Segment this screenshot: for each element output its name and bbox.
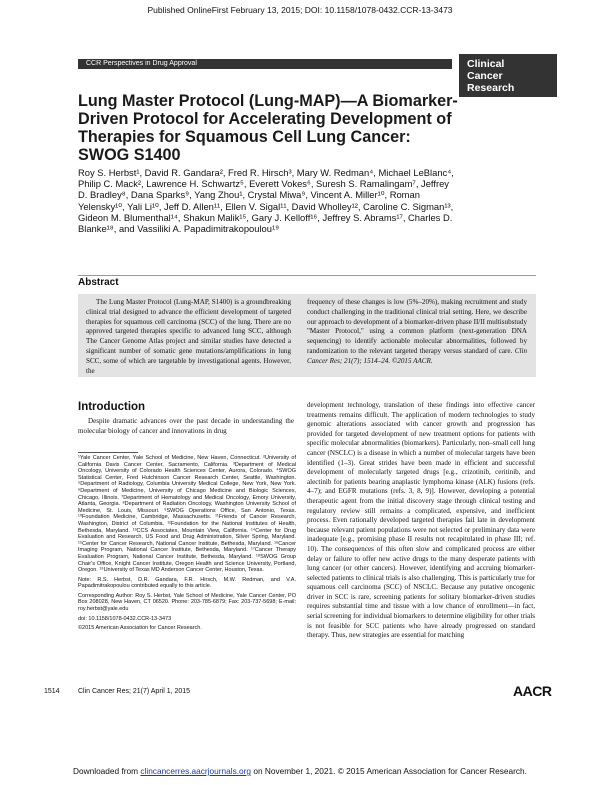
abstract-citation: Clin Cancer Res; 21(7); 1514–24. ©2015 AACR.	[307, 346, 527, 365]
author-list: Roy S. Herbst¹, David R. Gandara², Fred R. Hirsch³, Mary W. Redman⁴, Michael LeBlanc⁴, Philip C. Mack², Lawrence H. Schwartz⁵, Everett Vokes⁶, Suresh S. Ramalingam⁷, Jeffrey D. Bradley⁸, Dana Sparks⁹, Yang Zhou¹, Crystal Miwa⁹, Vincent A. Miller¹⁰, Roman Yelensky¹⁰, Yali Li¹⁰, Jeff D. Allen¹¹, Ellen V. Sigal¹¹, David Wholley¹², Caroline C. Sigman¹³, Gideon M. Blumenthal¹⁴, Shakun Malik¹⁵, Gary J. Kelloff¹⁶, Jeffrey S. Abrams¹⁷, Charles D. Blanke¹⁸, and Vassiliki A. Papadimitrakopoulou¹⁹	[78, 167, 454, 235]
introduction-left-text: Despite dramatic advances over the past decade in understanding the molecular biology of cancer and innovations in drug	[78, 417, 294, 435]
contribution-note: Note: R.S. Herbst, D.R. Gandara, F.R. Hirsch, M.W. Redman, and V.A. Papadimitrakopoulou contributed equally to this article.	[78, 576, 296, 590]
footer-citation: Clin Cancer Res; 21(7) April 1, 2015	[78, 688, 191, 695]
published-line: Published OnlineFirst February 13, 2015; DOI: 10.1158/1078-0432.CCR-13-3473	[147, 5, 453, 15]
copyright: ©2015 American Association for Cancer Research.	[78, 625, 202, 632]
journal-name: Clinical Cancer Research	[467, 58, 515, 94]
article-title: Lung Master Protocol (Lung-MAP)—A Biomarker-Driven Protocol for Accelerating Development of Therapies for Squamous Cell Lung Cancer: SWOG S1400	[78, 92, 458, 164]
download-prefix: Downloaded from	[73, 766, 141, 776]
affiliations-divider	[78, 452, 138, 453]
abstract-divider	[78, 275, 536, 276]
section-label: CCR Perspectives in Drug Approval	[86, 60, 197, 67]
download-link[interactable]: clincancerres.aacrjournals.org	[140, 766, 252, 776]
corresponding-author: Corresponding Author: Roy S. Herbst, Yale School of Medicine, Yale Cancer Center, PO Box 208028, New Haven, CT 06520. Phone: 203-785-6879; Fax: 203-737-5698; E-mail: roy.herbst@yale.edu	[78, 592, 296, 613]
affiliations: ¹Yale Cancer Center, Yale School of Medicine, New Haven, Connecticut. ²University of California Davis Cancer Center, Sacramento, California. ³Department of Medical Oncology, University of Colorado Health Sciences Center, Aurora, Colorado. ⁴SWOG Statistical Center, Fred Hutchinson Cancer Research Center, Seattle, Washington. ⁵Department of Radiology, Columbia University Medical College, New York, New York. ⁶Department of Medicine, University of Chicago Medicine and Biologic Sciences, Chicago, Illinois. ⁷Department of Hematology and Medical Oncology, Emory University, Atlanta, Georgia. ⁸Department of Radiation Oncology, Washington University School of Medicine, St. Louis, Missouri. ⁹SWOG Operations Office, San Antonio, Texas. ¹⁰Foundation Medicine, Cambridge, Massachusetts. ¹¹Friends of Cancer Research, Washington, District of Columbia. ¹²Foundation for the National Institutes of Health, Bethesda, Maryland. ¹³CCS Associates, Mountain View, California. ¹⁴Center for Drug Evaluation and Research, US Food and Drug Administration, Silver Spring, Maryland. ¹⁵Center for Cancer Research, National Cancer Institute, Bethesda, Maryland. ¹⁶Cancer Imaging Program, National Cancer Institute, Bethesda, Maryland. ¹⁷Cancer Therapy Evaluation Program, National Cancer Institute, Bethesda, Maryland. ¹⁸SWOG Group Chair's Office, Knight Cancer Institute, Oregon Health and Science University, Portland, Oregon. ¹⁹University of Texas MD Anderson Cancer Center, Houston, Texas.	[78, 455, 296, 574]
abstract-right-column	[307, 298, 527, 367]
affiliations-block	[78, 455, 296, 632]
abstract-left-column: The Lung Master Protocol (Lung-MAP, S1400) is a groundbreaking clinical trial designed to advance the efficient development of targeted therapies for squamous cell carcinoma (SCC) of the lung. There are no approved targeted therapies specific to advanced lung SCC, although The Cancer Genome Atlas project and similar studies have detected a significant number of somatic gene mutations/amplifications in lung SCC, some of which are targetable by investigational agents. However, the	[86, 298, 291, 375]
aacr-logo: AACR	[513, 683, 552, 699]
doi: doi: 10.1158/1078-0432.CCR-13-3473	[78, 615, 172, 622]
introduction-heading: Introduction	[78, 401, 146, 413]
page-number: 1514	[44, 688, 60, 695]
abstract-right-text: frequency of these changes is low (5%–20%), making recruitment and study conduct challenging in the traditional clinical trial setting. Here, we describe our approach to development of a biomarker-driven phase II/II multisubstudy "Master Protocol," using a common platform (next-generation DNA sequencing) to identify actionable molecular abnormalities, followed by randomization to the relevant targeted therapy versus standard of care.	[307, 298, 527, 355]
abstract-heading: Abstract	[78, 277, 119, 288]
introduction-right-text: development technology, translation of these findings into effective cancer treatments remains difficult. The application of modern technologies to study genomic alterations associated with cancer growth and progression has provided for targeted development of new treatment options for patients with specific molecular abnormalities (biomarkers). Particularly, non–small cell lung cancer (NSCLC) is a disease in which a number of molecular targets have been identified (1–3). Great strides have been made in efficient and successful development of molecularly targeted drugs [e.g., crizotinib, ceritinib, and alectinib for patients bearing anaplastic lymphoma kinase (ALK) fusions (refs. 4–7); and EGFR mutations (refs. 3, 8, 9)]. However, developing a potential therapeutic agent from the initial discovery stage through clinical testing and regulatory review still remains a complicated, expensive, and inefficient process. Even rationally developed targeted therapies fail late in development because relevant patient populations were not selected or preliminary data were inadequate [e.g., promising phase II results not recapitulated in phase III; ref. 10). The consequences of this often slow and complicated process are either delay or failure to offer new active drugs to the many desperate patients with lung cancer (or other cancers). However, identifying and accruing biomarker-selected patients to clinical trials is also challenging. This is particularly true for squamous cell carcinoma (SCC) of NSCLC. Because any putative oncogenic driver in SCC is rare, screening patients for solitary biomarker-driven studies requires substantial time and tissue with a low chance of enrollment—in fact, serial screening for individual biomarkers to determine eligibility for other trials is not feasible for SCC patients who have already progressed on standard therapy. Thus, new strategies are essential for matching	[307, 401, 535, 640]
download-suffix: on November 1, 2021. © 2015 American Association for Cancer Research.	[251, 766, 527, 776]
download-line	[0, 766, 600, 776]
